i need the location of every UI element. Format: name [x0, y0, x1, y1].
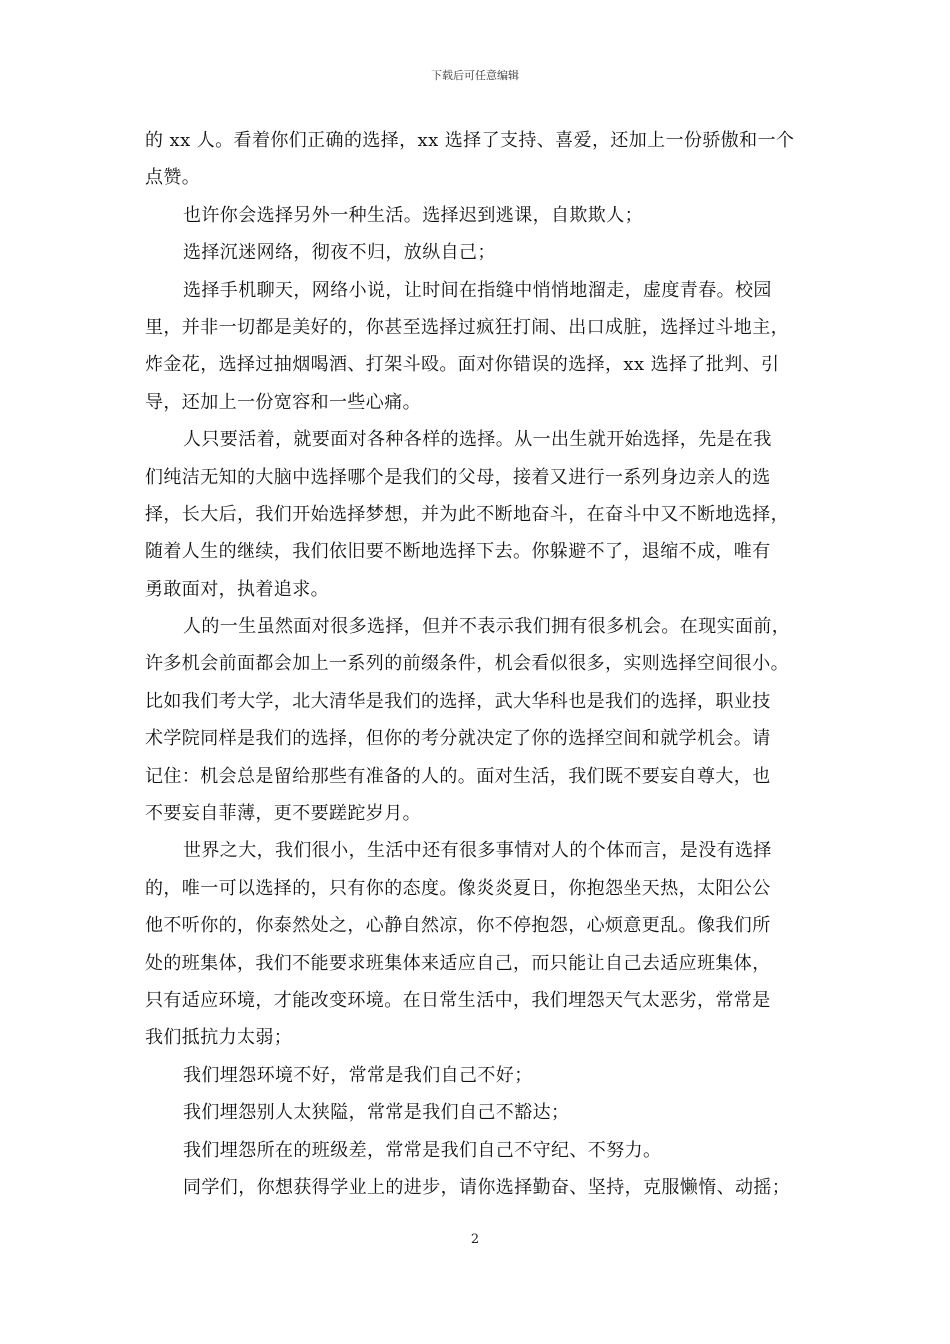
document-body	[145, 122, 810, 1206]
text-line: 们纯洁无知的大脑中选择哪个是我们的父母，接着又进行一系列身边亲人的选	[145, 466, 771, 488]
text-line: 许多机会前面都会加上一系列的前缀条件，机会看似很多，实则选择空间很小。	[145, 653, 789, 675]
text-line: 选择沉迷网络，彻夜不归，放纵自己；	[183, 242, 496, 264]
text-line: 不要妄自菲薄，更不要蹉跎岁月。	[145, 803, 421, 825]
text-line: 择，长大后，我们开始选择梦想，并为此不断地奋斗，在奋斗中又不断地选择，	[145, 503, 789, 525]
text-line: 导，还加上一份宽容和一些心痛。	[145, 391, 421, 413]
text-line: 点赞。	[145, 167, 201, 189]
text-line: 我们埋怨别人太狭隘，常常是我们自己不豁达；	[183, 1102, 570, 1124]
page-number: 2	[470, 1232, 480, 1247]
text-line: 的 xx 人。看着你们正确的选择，xx 选择了支持、喜爱，还加上一份骄傲和一个	[145, 130, 795, 151]
text-line: 的，唯一可以选择的，只有你的态度。像炎炎夏日，你抱怨坐天热，太阳公公	[145, 877, 771, 899]
text-line: 同学们，你想获得学业上的进步，请你选择勤奋、坚持，克服懒惰、动摇；	[183, 1176, 791, 1198]
text-line: 人的一生虽然面对很多选择，但并不表示我们拥有很多机会。在现实面前，	[183, 616, 791, 638]
text-line: 选择手机聊天，网络小说，让时间在指缝中悄悄地溜走，虚度青春。校园	[183, 279, 772, 301]
text-line: 处的班集体，我们不能要求班集体来适应自己，而只能让自己去适应班集体，	[145, 952, 771, 974]
text-line: 炸金花，选择过抽烟喝酒、打架斗殴。面对你错误的选择，xx 选择了批判、引	[145, 354, 780, 376]
text-line: 我们埋怨所在的班级差，常常是我们自己不守纪、不努力。	[183, 1139, 662, 1161]
text-line: 世界之大，我们很小，生活中还有很多事情对人的个体而言，是没有选择	[183, 840, 772, 862]
text-line: 术学院同样是我们的选择，但你的考分就决定了你的选择空间和就学机会。请	[145, 728, 771, 750]
text-line: 记住：机会总是留给那些有准备的人的。面对生活，我们既不要妄自尊大，也	[145, 765, 771, 787]
text-line: 比如我们考大学，北大清华是我们的选择，武大华科也是我们的选择，职业技	[145, 690, 771, 712]
text-line: 勇敢面对，执着追求。	[145, 578, 329, 600]
text-line: 只有适应环境，才能改变环境。在日常生活中，我们埋怨天气太恶劣，常常是	[145, 989, 771, 1011]
text-line: 他不听你的，你泰然处之，心静自然凉，你不停抱怨，心烦意更乱。像我们所	[145, 915, 771, 937]
page-header: 下载后可任意编辑	[431, 69, 519, 82]
text-line: 我们抵抗力太弱；	[145, 1027, 293, 1049]
text-line: 里，并非一切都是美好的，你甚至选择过疯狂打闹、出口成脏，选择过斗地主，	[145, 316, 789, 338]
text-line: 我们埋怨环境不好，常常是我们自己不好；	[183, 1064, 533, 1086]
text-line: 人只要活着，就要面对各种各样的选择。从一出生就开始选择，先是在我	[183, 429, 772, 451]
text-line: 随着人生的继续，我们依旧要不断地选择下去。你躲避不了，退缩不成，唯有	[145, 541, 771, 563]
text-line: 也许你会选择另外一种生活。选择迟到逃课，自欺欺人；	[183, 204, 643, 226]
